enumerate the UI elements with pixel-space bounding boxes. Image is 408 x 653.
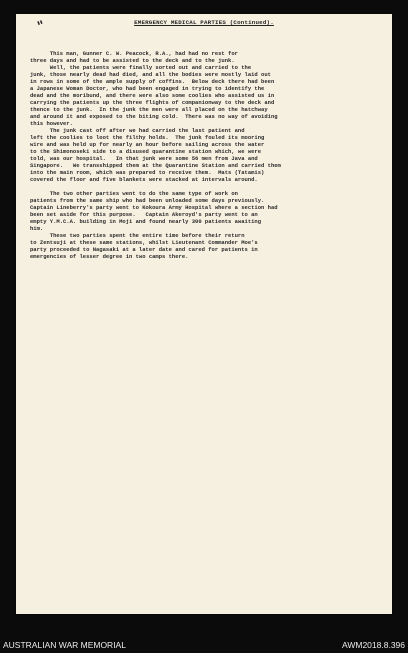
- text-line: and around it and exposed to the biting cold. There was no way of avoiding: [30, 113, 278, 120]
- document-heading: EMERGENCY MEDICAL PARTIES (Continued).: [134, 19, 274, 26]
- text-line: this however.: [30, 120, 73, 127]
- text-line: Singapore. We transshipped them at the Quarantine Station and carried them: [30, 162, 281, 169]
- text-line: a Japanese Woman Doctor, who had been engaged in trying to identify the: [30, 85, 265, 92]
- text-line: wire and was held up for nearly an hour before sailing across the water: [30, 141, 265, 148]
- text-line: thence to the junk. In the junk the men were all placed on the hatchway: [30, 106, 268, 113]
- text-line: been set aside for this purpose. Captain Akeroyd's party went to an: [30, 211, 258, 218]
- handwritten-mark: ": [35, 18, 48, 35]
- text-line: patients from the same ship who had been unloaded some days previously.: [30, 197, 265, 204]
- footer-bar: [0, 638, 408, 653]
- text-line: carrying the patients up the three flights of companionway to the deck and: [30, 99, 275, 106]
- text-line: into the main room, which was prepared to receive them. Mats (Tatamis): [30, 169, 265, 176]
- text-line: in rows in some of the ample supply of coffins. Below deck there had been: [30, 78, 275, 85]
- text-line: This man, Gunner C. W. Peacock, R.A., had had no rest for: [30, 50, 238, 57]
- text-line: left the coolies to loot the filthy holds. The junk fouled its mooring: [30, 134, 265, 141]
- text-line: dead and the moribund, and there were also some coolies who assisted us in: [30, 92, 275, 99]
- document-page: [16, 14, 392, 614]
- text-line: emergencies of lesser degree in two camps there.: [30, 253, 189, 260]
- footer-accession-number: AWM2018.8.396: [342, 640, 405, 650]
- text-line: The junk cast off after we had carried the last patient and: [30, 127, 245, 134]
- text-line: to Zentsuji at these same stations, whilst Lieutenant Commander Moe's: [30, 239, 258, 246]
- text-line: party proceeded to Nagasaki at a later date and cared for patients in: [30, 246, 258, 253]
- text-line: covered the floor and five blankets were stacked at intervals around.: [30, 176, 258, 183]
- document-body: [30, 50, 378, 260]
- text-line: Well, the patients were finally sorted out and carried to the: [30, 64, 252, 71]
- text-line: empty Y.M.C.A. building in Moji and found nearly 300 patients awaiting: [30, 218, 262, 225]
- text-line: told, was our hospital. In that junk were some 56 men from Java and: [30, 155, 258, 162]
- text-line: junk, those nearly dead had died, and all the bodies were mostly laid out: [30, 71, 271, 78]
- text-line: Captain Lineberry's party went to Kokoura Army Hospital where a section had: [30, 204, 278, 211]
- text-line: [30, 183, 378, 190]
- text-line: him.: [30, 225, 44, 232]
- text-line: to the Shimonoseki side to a disused quarantine station which, we were: [30, 148, 262, 155]
- text-line: These two parties spent the entire time before their return: [30, 232, 245, 239]
- footer-institution: AUSTRALIAN WAR MEMORIAL: [3, 640, 126, 650]
- text-line: The two other parties went to do the same type of work on: [30, 190, 238, 197]
- text-line: three days and had to be assisted to the deck and to the junk.: [30, 57, 235, 64]
